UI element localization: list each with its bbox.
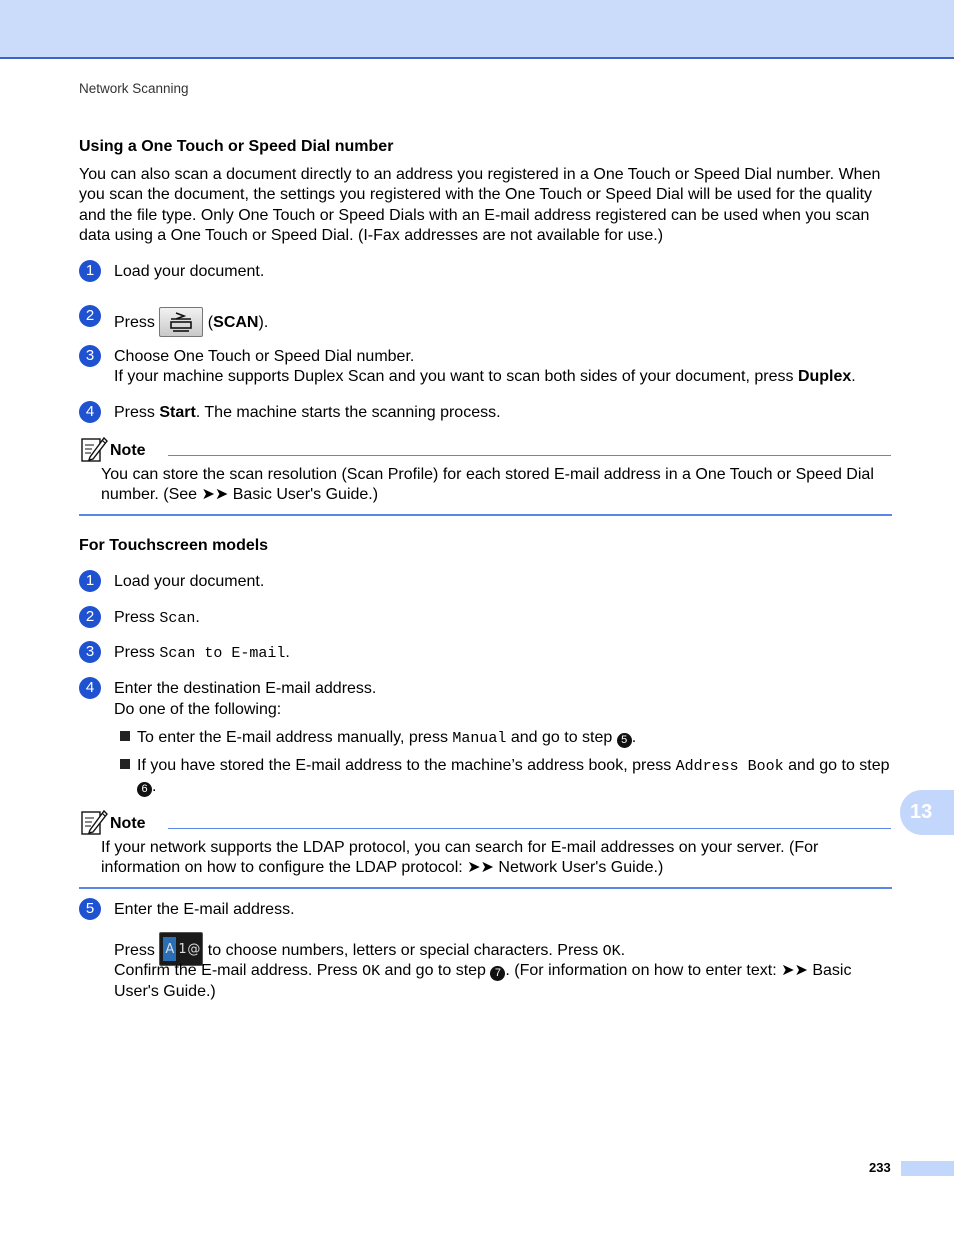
- scan-button-icon: [159, 307, 203, 337]
- scan-label: SCAN: [213, 314, 259, 331]
- step-number: 5: [79, 898, 101, 920]
- note-text: If your network supports the LDAP protocol, you can search for E-mail addresses on your server. (For information on how to configure the LDAP protocol: ➤➤ Network User's Guide.): [101, 839, 819, 877]
- step-text: Press Scan.: [114, 609, 200, 627]
- bullet-square-icon: [120, 731, 130, 741]
- section-heading-touchscreen: For Touchscreen models: [79, 537, 269, 554]
- step-text-line2: If your machine supports Duplex Scan and you want to scan both sides of your document, press Duplex.: [114, 368, 856, 385]
- step-number: 3: [79, 641, 101, 663]
- start-label: Start: [159, 404, 196, 421]
- step-ref-badge: 5: [617, 733, 632, 748]
- step-5-press-line: Press A 1 @ to choose numbers, letters or special characters. Press OK.: [114, 932, 892, 966]
- keyboard-mode-key-icon: A 1 @: [159, 932, 203, 966]
- note-text: You can store the scan resolution (Scan Profile) for each stored E-mail address in a One Touch or Speed Dial number. (See ➤➤ Basic User's Guide.): [101, 466, 874, 504]
- step-text: Load your document.: [114, 263, 265, 280]
- scan-key-label: Scan: [159, 610, 196, 627]
- note-bottom-rule: [79, 514, 892, 516]
- step-number: 2: [79, 606, 101, 628]
- step-5-confirm-line: Confirm the E-mail address. Press OK and go to step 7 . (For information on how to enter text: ➤➤ Basic User's Guide.): [114, 962, 852, 1001]
- note-pencil-icon: [80, 808, 108, 836]
- duplex-label: Duplex: [797, 368, 852, 385]
- note-label: Note: [110, 815, 146, 832]
- bullet-address-book: If you have stored the E-mail address to the machine’s address book, press Address Book and go to step 6 .: [120, 756, 892, 776]
- step-text: Enter the E-mail address.: [114, 901, 295, 918]
- intro-paragraph: You can also scan a document directly to an address you registered in a One Touch or Speed Dial number. When you scan the document, the settings you registered with the One Touch or Speed Dial will be used for the quality and the file type. Only One Touch or Speed Dials with an E-mail address registered can be used when you scan data using a One Touch or Speed Dial. (I-Fax addresses are not available for use.): [79, 166, 881, 244]
- page-number-bar: [901, 1161, 954, 1176]
- page-number: 233: [869, 1160, 891, 1175]
- header-band: [0, 0, 954, 59]
- step-text-line2: Do one of the following:: [114, 701, 282, 718]
- step-number: 1: [79, 570, 101, 592]
- step-text: Enter the destination E-mail address.: [114, 680, 377, 697]
- scan-to-email-key-label: Scan to E-mail: [159, 645, 286, 662]
- step-number: 1: [79, 260, 101, 282]
- step-number: 4: [79, 401, 101, 423]
- section-heading-one-touch: Using a One Touch or Speed Dial number: [79, 138, 394, 155]
- step-text: Press Start. The machine starts the scanning process.: [114, 404, 501, 421]
- step-number: 2: [79, 305, 101, 327]
- ok-key-label: OK: [362, 963, 381, 980]
- note-top-rule: [168, 455, 891, 456]
- step-text-post: ).: [258, 314, 269, 331]
- note-top-rule: [168, 828, 891, 829]
- step-text: Choose One Touch or Speed Dial number.: [114, 348, 415, 365]
- press-text-pre: Press: [114, 942, 155, 959]
- step-number: 3: [79, 345, 101, 367]
- ok-key-label: OK: [602, 943, 621, 960]
- breadcrumb: Network Scanning: [79, 81, 189, 96]
- note-pencil-icon: [80, 435, 108, 463]
- step-text: Load your document.: [114, 573, 265, 590]
- bullet-manual: To enter the E-mail address manually, press Manual and go to step 5 .: [120, 728, 892, 748]
- step-text: Press Scan to E-mail.: [114, 644, 290, 662]
- note-bottom-rule: [79, 887, 892, 889]
- step-number: 4: [79, 677, 101, 699]
- step-ref-badge: 7: [490, 966, 505, 981]
- note-label: Note: [110, 442, 146, 459]
- bullet-square-icon: [120, 759, 130, 769]
- manual-key-label: Manual: [452, 730, 507, 747]
- step-ref-badge: 6: [137, 782, 152, 797]
- address-book-key-label: Address Book: [675, 758, 784, 775]
- chapter-tab: 13: [900, 790, 954, 835]
- step-text-pre: Press: [114, 314, 155, 331]
